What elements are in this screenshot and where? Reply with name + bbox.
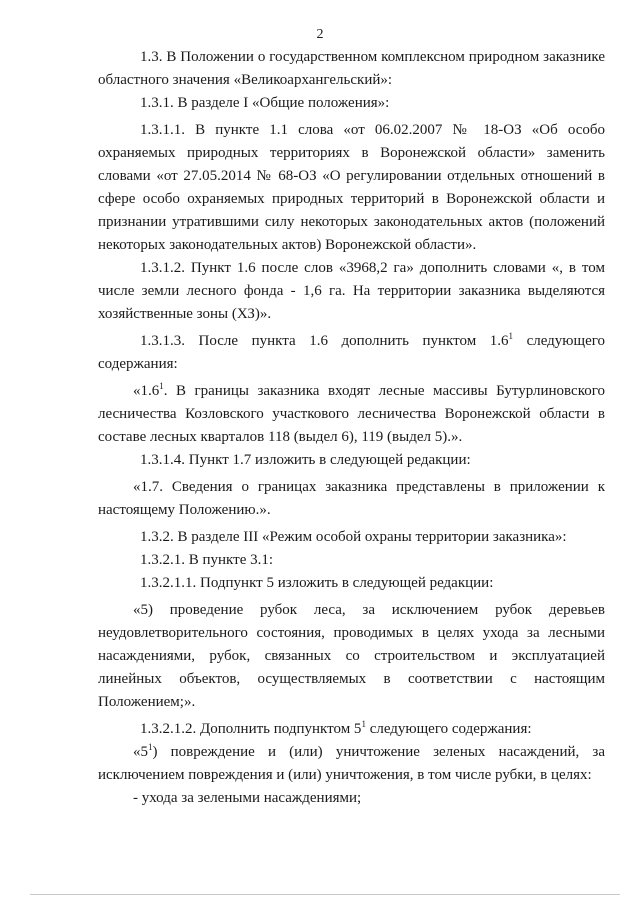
paragraph-1-3-2-1-2-text: 1.3.2.1.2. Дополнить подпунктом 5 xyxy=(140,721,362,737)
list-item-green-care: - ухода за зелеными насаждениями; xyxy=(133,790,362,806)
paragraph-1-3-1-3 xyxy=(98,330,605,376)
paragraph-quote-5: «5) проведение рубок леса, за исключением рубок деревьев неудовлетворительного состояния, проводимых в целях ухода за лесными насаждениями, рубок, связанных со строительством и эксплуатацией линейных объектов, осуществляемых в соответствии с настоящим Положением;». xyxy=(98,602,605,710)
paragraph-1-3-2-1-1: 1.3.2.1.1. Подпункт 5 изложить в следующей редакции: xyxy=(140,575,494,591)
paragraph-1-3-1-4: 1.3.1.4. Пункт 1.7 изложить в следующей редакции: xyxy=(140,452,471,468)
paragraph-quote-1-6-1 xyxy=(98,380,605,449)
paragraph-1-3-2: 1.3.2. В разделе III «Режим особой охраны территории заказника»: xyxy=(140,529,567,545)
superscript-1: 1 xyxy=(148,742,153,752)
paragraph-1-3-1-2: 1.3.1.2. Пункт 1.6 после слов «3968,2 га» дополнить словами «, в том числе земли лесного фонда - 1,6 га. На территории заказника выделяются хозяйственные зоны (ХЗ)». xyxy=(98,260,605,322)
paragraph-1-3-1-1: 1.3.1.1. В пункте 1.1 слова «от 06.02.2007 № 18-ОЗ «Об особо охраняемых природных территориях в Воронежской области» заменить словами «от 27.05.2014 № 68-ОЗ «О регулировании отдельных отношений в сфере особо охраняемых природных территорий в Воронежской области и признании утратившими силу некоторых законодательных актов (положений некоторых законодательных актов) Воронежской области». xyxy=(98,122,605,253)
paragraph-1-3-1-3-text: 1.3.1.3. После пункта 1.6 дополнить пунктом 1.6 xyxy=(140,333,509,349)
quote-1-6-1-text: . В границы заказника входят лесные массивы Бутурлиновского лесничества Козловского участкового лесничества Воронежской области в составе лесных кварталов 118 (выдел 6), 119 (выдел 5).». xyxy=(98,383,605,445)
document-body xyxy=(98,46,605,810)
paragraph-1-3-1-3-text-end: следующего содержания: xyxy=(98,333,606,372)
page-bottom-rule xyxy=(30,894,620,895)
superscript-1: 1 xyxy=(159,381,164,391)
superscript-1: 1 xyxy=(361,719,366,729)
paragraph-1-3-2-1: 1.3.2.1. В пункте 3.1: xyxy=(140,552,274,568)
paragraph-quote-1-7: «1.7. Сведения о границах заказника представлены в приложении к настоящему Положению.». xyxy=(98,479,605,518)
quote-1-6-1-start: «1.6 xyxy=(133,383,160,399)
paragraph-1-3-1: 1.3.1. В разделе I «Общие положения»: xyxy=(140,95,390,111)
quote-5-1-start: «5 xyxy=(133,744,148,760)
superscript-1: 1 xyxy=(508,331,514,341)
paragraph-1-3-2-1-2 xyxy=(98,718,605,741)
page-number: 2 xyxy=(316,27,324,42)
paragraph-quote-5-1 xyxy=(98,741,605,787)
paragraph-1-3: 1.3. В Положении о государственном комплексном природном заказнике областного значения «Великоархангельский»: xyxy=(98,49,605,88)
quote-5-1-text: ) повреждение и (или) уничтожение зеленых насаждений, за исключением повреждения и (или) уничтожения, в том числе рубки, в целях: xyxy=(98,744,605,783)
paragraph-1-3-2-1-2-text-end: следующего содержания: xyxy=(365,721,532,737)
